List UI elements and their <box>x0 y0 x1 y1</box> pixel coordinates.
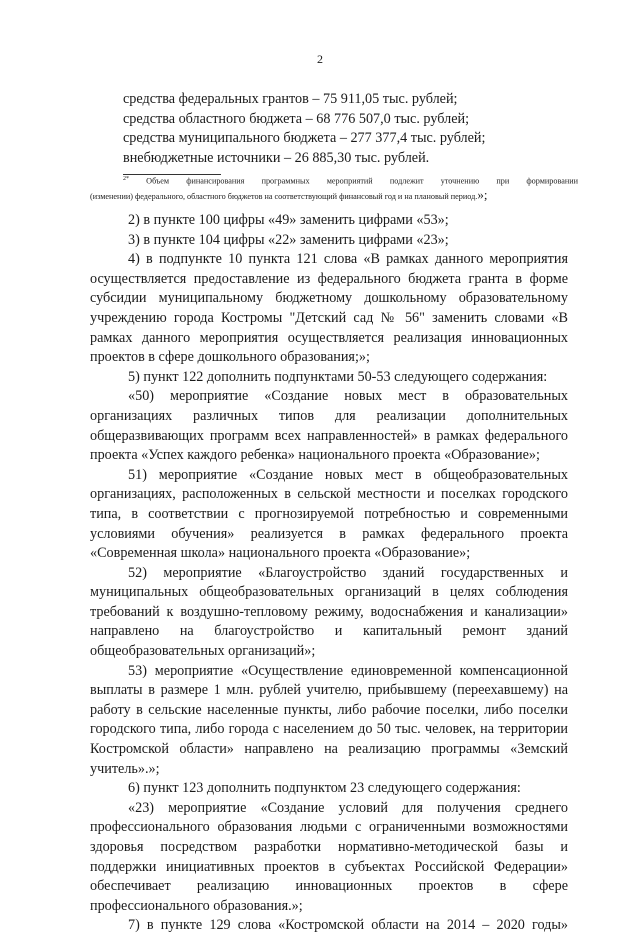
paragraph-subitem-52: 52) мероприятие «Благоустройство зданий государственных и муниципальных общеобразовательных организаций в целях соблюдения требований к воздушно-тепловому режиму, водоснабжения и канализации» направлено на благоустройство и капитальный ремонт зданий общеобразовательных организаций»; <box>90 564 568 660</box>
funding-sources-list <box>123 90 485 168</box>
funding-line-municipal-budget: средства муниципального бюджета – 277 377,4 тыс. рублей; <box>123 130 486 146</box>
footnote-closing-quote: »; <box>477 186 488 202</box>
paragraph-item-7: 7) в пункте 129 слова «Костромской области на 2014 – 2020 годы» <box>128 917 568 934</box>
paragraph-item-2: 2) в пункте 100 цифры «49» заменить цифрами «53»; <box>128 212 449 228</box>
funding-line-extrabudgetary: внебюджетные источники – 26 885,30 тыс. рублей. <box>123 149 430 166</box>
funding-line-federal-grants: средства федеральных грантов – 75 911,05 тыс. рублей; <box>123 91 458 107</box>
footnote-text-1: Объем финансирования программных мероприятий подлежит уточнению при формировании <box>146 176 578 186</box>
funding-line-regional-budget: средства областного бюджета – 68 776 507,0 тыс. рублей; <box>123 110 470 127</box>
footnote <box>90 173 578 203</box>
paragraph-subitem-53: 53) мероприятие «Осуществление единовременной компенсационной выплаты в размере 1 млн. рублей учителю, прибывшему (переехавшему) на работу в сельские населенные пункты, либо рабочие поселки, либо поселки городского типа, либо города с населением до 50 тыс. человек, на территории Костромской области» направлено на реализацию программы «Земский учитель».»; <box>90 662 568 777</box>
footnote-line-2 <box>90 188 578 203</box>
footnote-text-2: (изменении) федерального, областного бюджетов на соответствующий финансовый год и на плановый период. <box>90 191 478 201</box>
footnote-line-1 <box>90 173 578 188</box>
paragraph-subitem-51: 51) мероприятие «Создание новых мест в общеобразовательных организациях, расположенных в сельской местности и поселках городского типа, в соответствии с прогнозируемой потребностью и современными условиями обучения» реализуется в рамках федерального проекта «Современная школа» национального проекта «Образование»; <box>90 466 568 562</box>
paragraph-item-4: 4) в подпункте 10 пункта 121 слова «В рамках данного мероприятия осуществляется предоставление из федерального бюджета гранта в форме субсидии муниципальному бюджетному дошкольному образовательному учреждению города Костромы "Детский сад № 56" заменить словами «В рамках данного мероприятия осуществляется реализация инновационных проектов в сфере дошкольного образования;»; <box>90 251 568 366</box>
page-number: 2 <box>317 52 323 66</box>
paragraph-subitem-50: «50) мероприятие «Создание новых мест в образовательных организациях различных типов для реализации дополнительных общеразвивающих программ всех направленностей» в рамках федерального проекта «Успех каждого ребенка» национального проекта «Образование»; <box>90 388 568 464</box>
paragraph-item-6: 6) пункт 123 дополнить подпунктом 23 следующего содержания: <box>128 780 521 797</box>
paragraph-item-3: 3) в пункте 104 цифры «22» заменить цифрами «23»; <box>128 231 449 248</box>
paragraph-item-5: 5) пункт 122 дополнить подпунктами 50-53 следующего содержания: <box>128 368 548 385</box>
document-body <box>90 211 568 936</box>
footnote-marker: 2* <box>123 176 129 182</box>
paragraph-subitem-23: «23) мероприятие «Создание условий для получения среднего профессионального образования людьми с ограниченными возможностями здоровья посредством разработки нормативно-методической базы и поддержки инициативных проектов в субъектах Российской Федерации» обеспечивает реализацию инновационных проектов в сфере профессионального образования.»; <box>90 799 568 914</box>
